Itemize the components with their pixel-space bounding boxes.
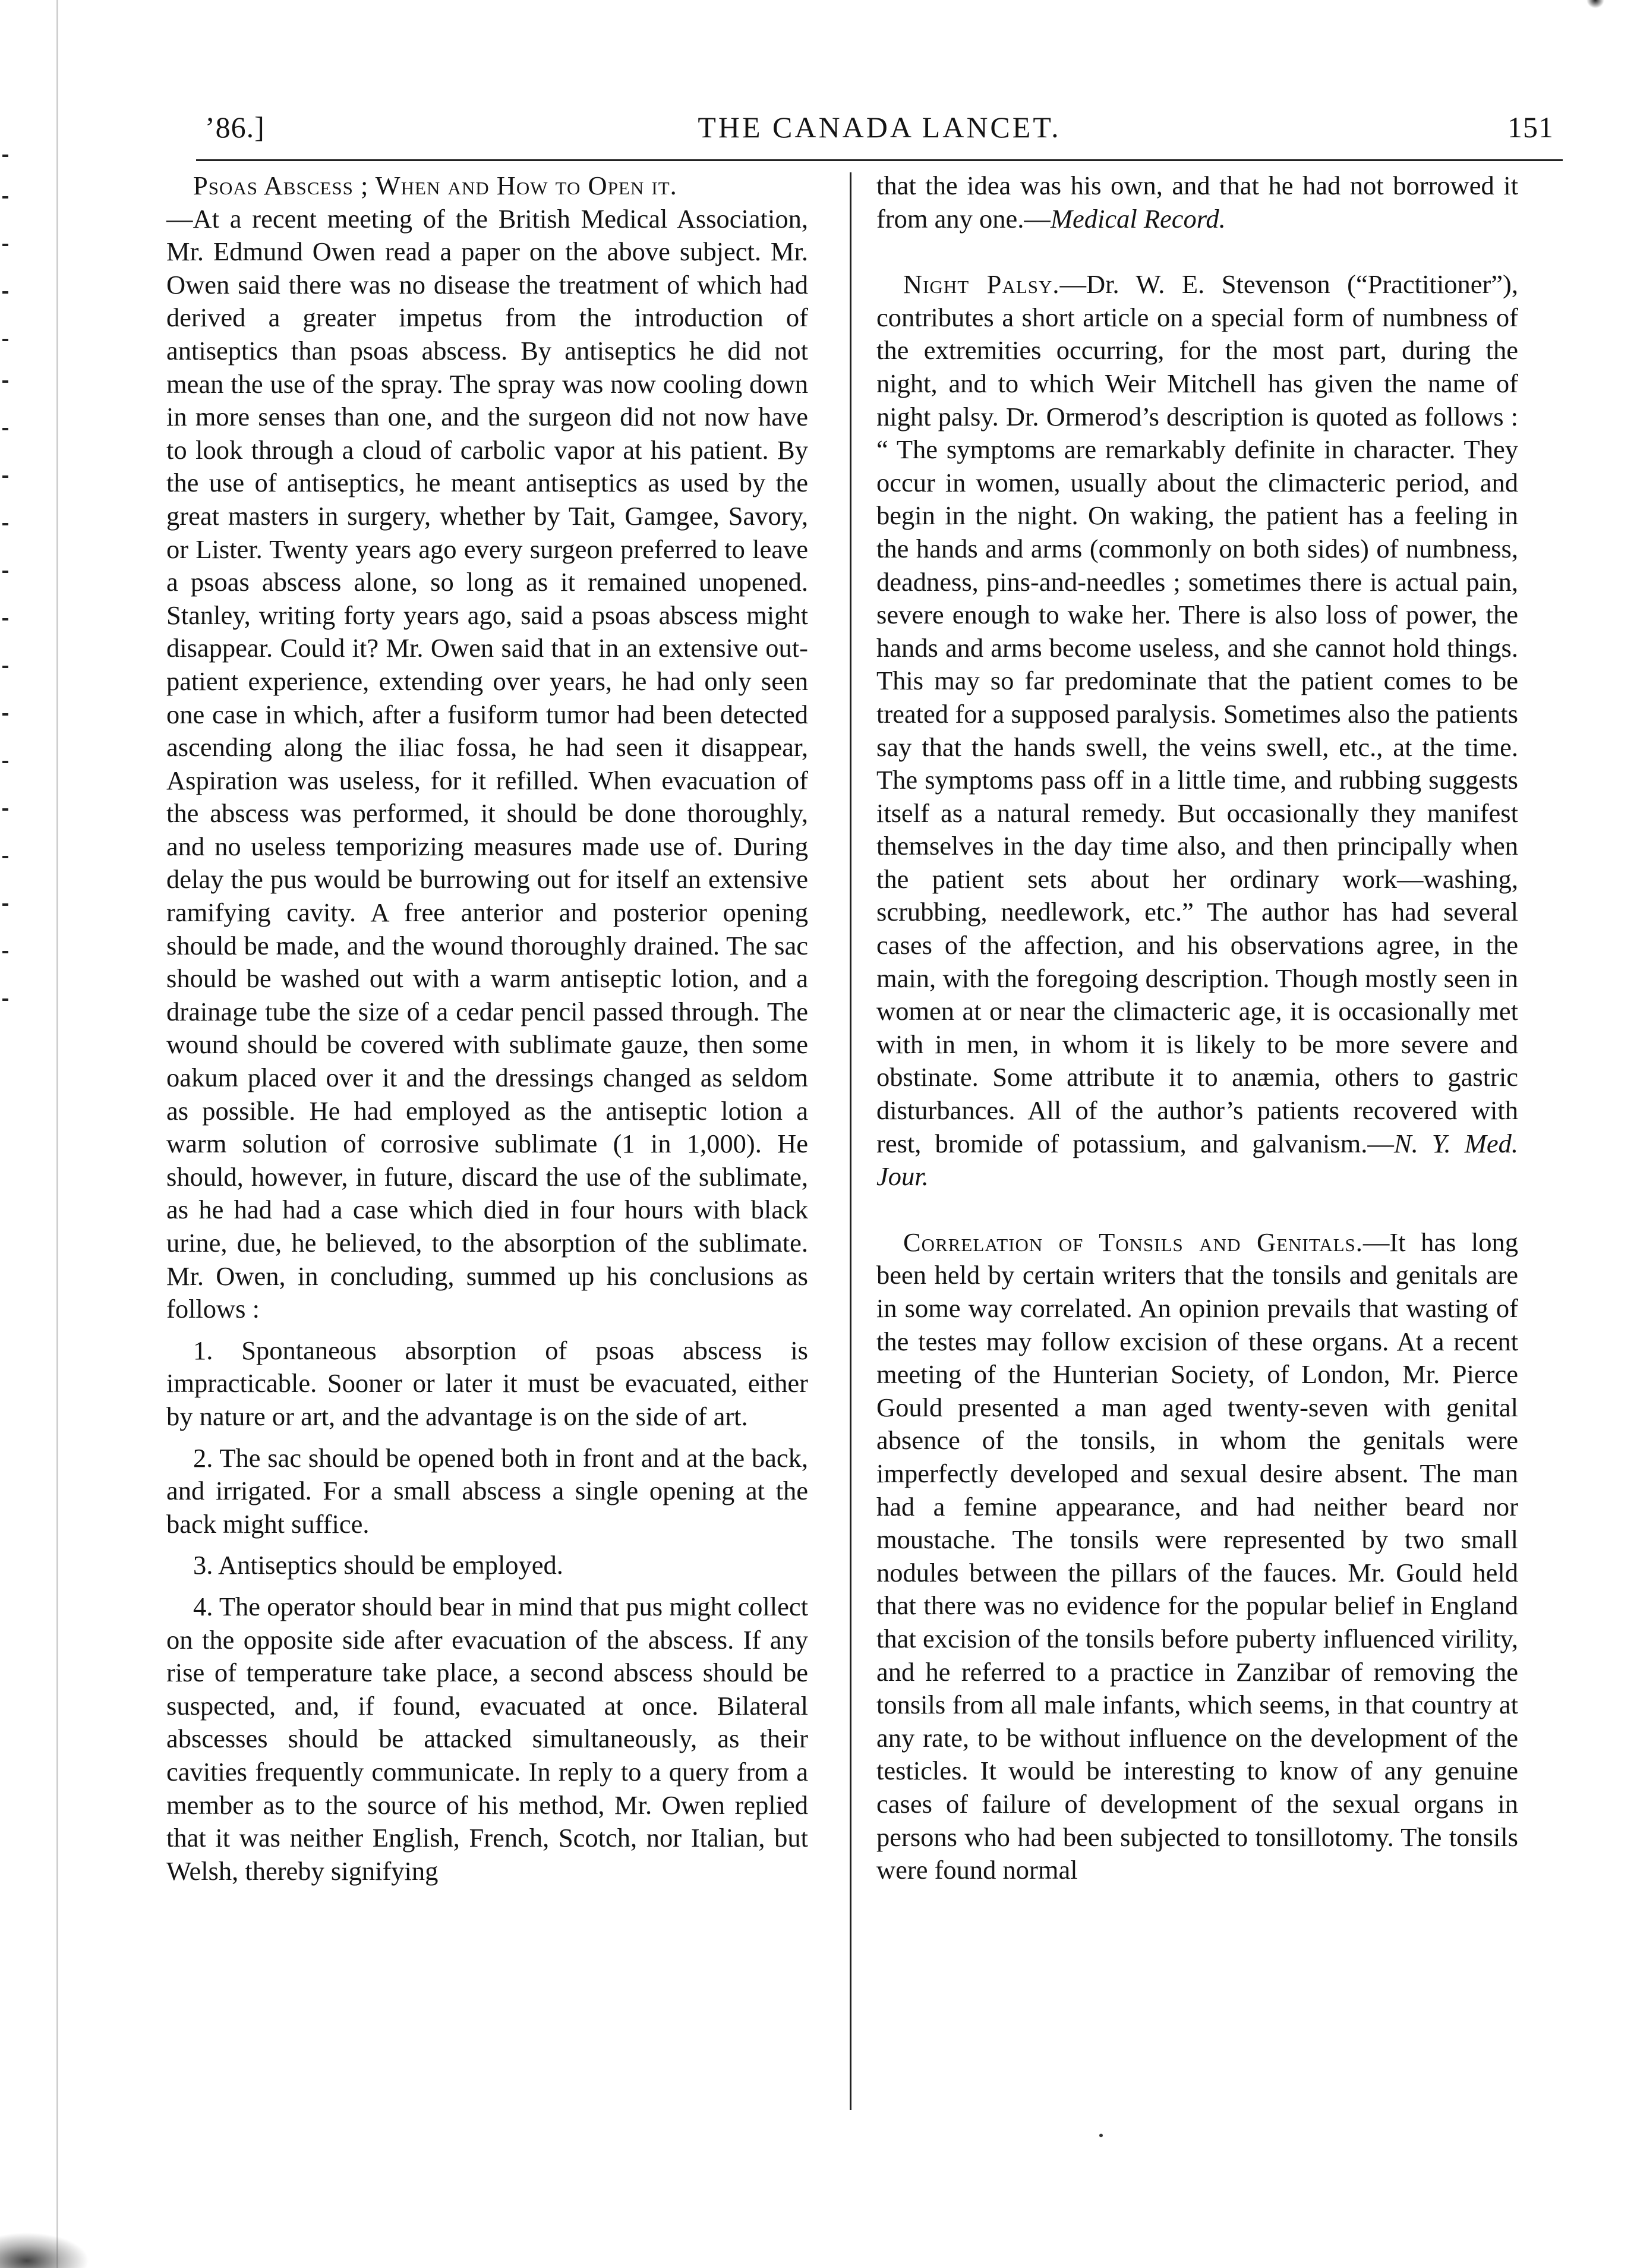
article-night-palsy	[876, 268, 1518, 1193]
corner-smudge	[0, 2232, 89, 2268]
article-intro: —At a recent meeting of the British Medical Association, Mr. Edmund Owen read a paper on the above subject. Mr. Owen said there was no disease the treatment of which had derived a greater impetus from the introduction of antiseptics than psoas abscess. By antiseptics he did not mean the use of the spray. The spray was now cooling down in more senses than one, and the surgeon did not now have to look through a cloud of carbolic vapor at his patient. By the use of antiseptics, he meant antiseptics as used by the great masters in surgery, whether by Tait, Gamgee, Savory, or Lister. Twenty years ago every surgeon preferred to leave a psoas abscess alone, so long as it remained unopened. Stanley, writing forty years ago, said a psoas abscess might disappear. Could it? Mr. Owen said that in an extensive out-patient experience, extending over years, he had only seen one case in which, after a fusiform tumor had been detected ascending along the iliac fossa, he had seen it disappear, Aspiration was useless, for it refilled. When evacuation of the abscess was performed, it should be done thoroughly, and no useless temporizing measures made use of. During delay the pus would be burrowing out for itself an extensive ramifying cavity. A free anterior and posterior opening should be made, and the wound thoroughly drained. The sac should be washed out with a warm antiseptic lotion, and a drainage tube the size of a cedar pencil passed through. The wound should be covered with sublimate gauze, then some oakum placed over it and the dressings changed as seldom as possible. He had employed as the antiseptic lotion a warm solution of corrosive sublimate (1 in 1,000). He should, however, in future, discard the use of the sublimate, as he had had a case which died in four hours with black urine, due, he believed, to the absorption of the sublimate. Mr. Owen, in concluding, summed up his conclusions as follows :	[166, 203, 808, 1324]
column-rule	[850, 172, 851, 2110]
night-palsy-source: N. Y. Med. Jour.	[876, 1128, 1518, 1192]
conclusion-item: 3. Antiseptics should be employed.	[193, 1550, 563, 1580]
article-title: Psoas Abscess ; When and How to Open it.	[193, 171, 677, 200]
tonsils-title: Correlation of Tonsils and Genitals.	[903, 1227, 1363, 1257]
conclusion-item: 2. The sac should be opened both in front and at the back, and irrigated. For a small abscess a single opening at the back might suffice.	[166, 1442, 808, 1539]
article-paragraph	[166, 169, 808, 1326]
conclusion-item: 1. Spontaneous absorption of psoas abscess is impracticable. Sooner or later it must be evacuated, either by nature or art, and the advantage is on the side of art.	[166, 1335, 808, 1431]
previous-page-edge-marks	[0, 155, 11, 1016]
corner-mark	[1586, 0, 1604, 8]
right-column	[876, 169, 1518, 1887]
journal-title: THE CANADA LANCET.	[698, 111, 1061, 144]
left-column	[166, 169, 808, 1888]
article-psoas-abscess	[166, 169, 808, 1888]
running-header	[199, 110, 1560, 158]
header-year: ’86.]	[205, 111, 265, 144]
continuation-text: that the idea was his own, and that he had not borrowed it from any one.—	[876, 171, 1518, 234]
tonsils-paragraph	[876, 1226, 1518, 1887]
night-palsy-paragraph	[876, 268, 1518, 1193]
continuation-source: Medical Record.	[1050, 203, 1226, 234]
ink-dot	[1099, 2134, 1103, 2137]
conclusion-item: 4. The operator should bear in mind that pus might collect on the opposite side after evacuation of the abscess. If any rise of temperature take place, a second abscess should be suspected, and, if found, evacuated at once. Bilateral abscesses should be attacked simultaneously, as their cavities frequently communicate. In reply to a query from a member as to the source of his method, Mr. Owen replied that it was neither English, French, Scotch, nor Italian, but Welsh, thereby signifying	[166, 1591, 808, 1886]
night-palsy-title: Night Palsy.	[903, 269, 1060, 300]
tonsils-body: —It has long been held by certain writers that the tonsils and genitals are in some way correlated. An opinion prevails that wasting of the testes may follow excision of these organs. At a recent meeting of the Hunterian Society, of London, Mr. Pierce Gould presented a man aged twenty-seven with genital absence of the tonsils, in whom the genitals were imperfectly developed and sexual desire absent. The man had a femine appearance, and had neither beard nor moustache. The tonsils were represented by two small nodules between the pillars of the fauces. Mr. Gould held that there was no evidence for the popular belief in England that excision of the tonsils before puberty influenced virility, and he referred to a practice in Zanzibar of removing the tonsils from all male infants, which seems, in that country at any rate, to be without influence on the development of the testicles. It would be interesting to know of any genuine cases of failure of development of the sexual organs in persons who had been subjected to tonsillotomy. The tonsils were found normal	[876, 1227, 1519, 1885]
continuation-paragraph	[876, 169, 1518, 235]
page-number: 151	[1507, 111, 1554, 144]
article-tonsils	[876, 1226, 1518, 1887]
margin-scratch	[56, 0, 58, 2268]
header-rule	[196, 159, 1563, 161]
article-continuation	[876, 169, 1518, 235]
night-palsy-body: —Dr. W. E. Stevenson (“Practitioner”), contributes a short article on a special form of numbness of the extremities occurring, for the most part, during the night, and to which Weir Mitchell has given the name of night palsy. Dr. Ormerod’s description is quoted as follows : “ The symptoms are remarkably definite in character. They occur in women, usually about the climacteric period, and begin in the night. On waking, the patient has a feeling in the hands and arms (commonly on both sides) of numbness, deadness, pins-and-needles ; sometimes there is actual pain, severe enough to wake her. There is also loss of power, the hands and arms become useless, and she cannot hold things. This may so far predominate that the patient comes to be treated for a supposed paralysis. Sometimes also the patients say that the hands swell, the veins swell, etc., at the time. The symptoms pass off in a little time, and rubbing suggests itself as a natural remedy. But occasionally they manifest themselves in the day time also, and then principally when the patient sets about her ordinary work—washing, scrubbing, needlework, etc.” The author has had several cases of the affection, and his observations agree, in the main, with the foregoing description. Though mostly seen in women at or near the climacteric age, it is occasionally met with in men, in whom it is likely to be more severe and obstinate. Some attribute it to anæmia, others to gastric disturbances. All of the author’s patients recovered with rest, bromide of potassium, and galvanism.—	[876, 269, 1519, 1158]
